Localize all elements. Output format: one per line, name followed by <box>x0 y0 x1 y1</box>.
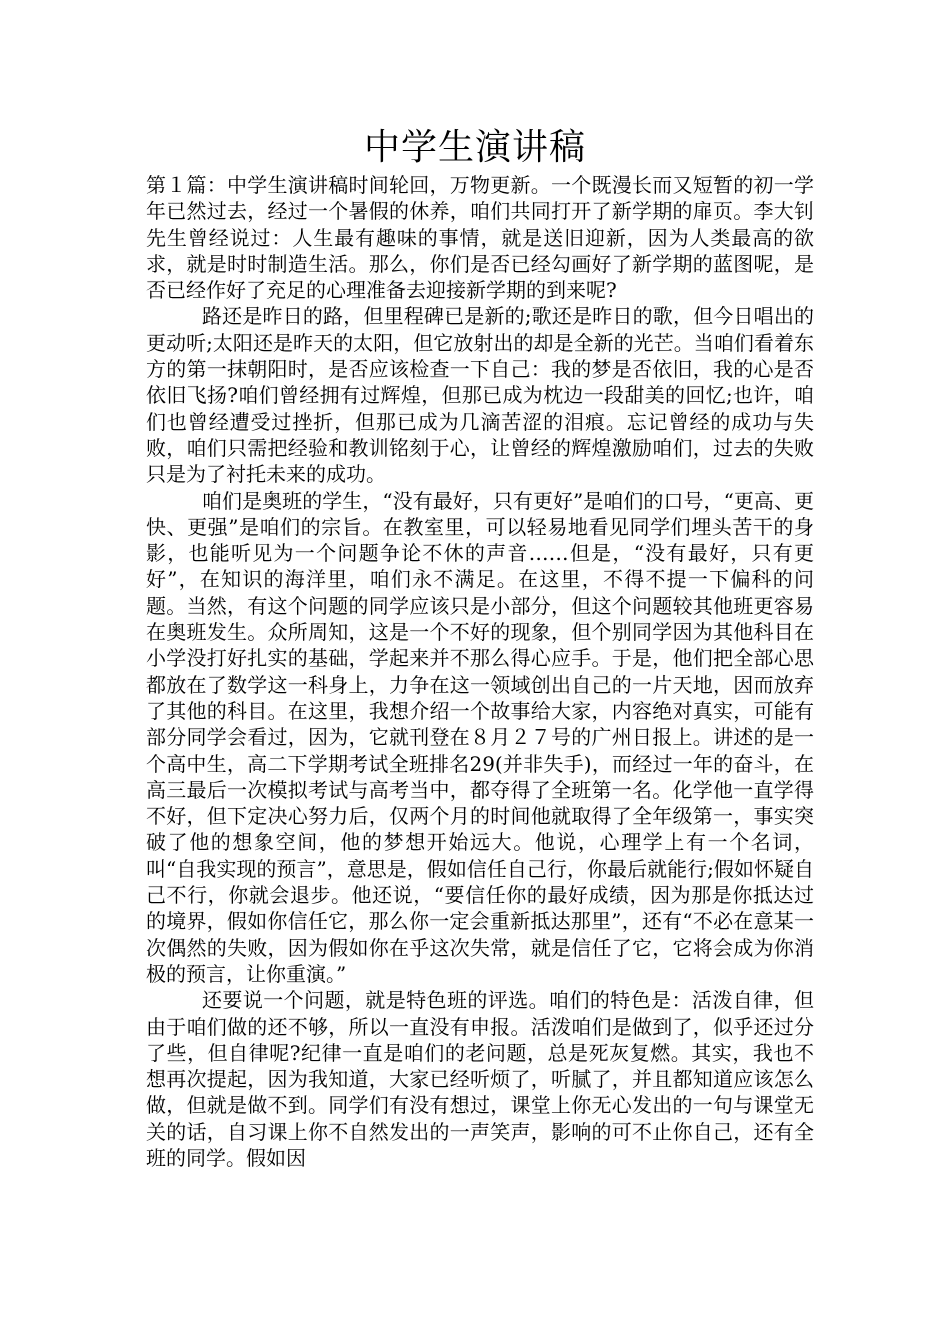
paragraph-2: 路还是昨日的路，但里程碑已是新的;歌还是昨日的歌，但今日唱出的更动听;太阳还是昨天的太阳，但它放射出的却是全新的光芒。当咱们看着东方的第一抹朝阳时，是否应该检查一下自己：我的梦是否依旧，我的心是否依旧飞扬?咱们曾经拥有过辉煌，但那已成为枕边一段甜美的回忆;也许，咱们也曾经遭受过挫折，但那已成为几滴苦涩的泪痕。忘记曾经的成功与失败，咱们只需把经验和教训铭刻于心，让曾经的辉煌激励咱们，过去的失败只是为了衬托未来的成功。 <box>146 304 814 487</box>
document-title: 中学生演讲稿 <box>363 127 586 168</box>
paragraph-4: 还要说一个问题，就是特色班的评选。咱们的特色是：活泼自律，但由于咱们做的还不够，所以一直没有申报。活泼咱们是做到了，似乎还过分了些，但自律呢?纪律一直是咱们的老问题，总是死灰复燃。其实，我也不想再次提起，因为我知道，大家已经听烦了，听腻了，并且都知道应该怎么做，但就是做不到。同学们有没有想过，课堂上你无心发出的一句与课堂无关的话，自习课上你不自然发出的一声笑声，影响的可不止你自己，还有全班的同学。假如因 <box>146 988 814 1170</box>
document-body <box>146 172 814 1171</box>
paragraph-3: 咱们是奥班的学生，“没有最好，只有更好”是咱们的口号，“更高、更快、更强”是咱们的宗旨。在教室里，可以轻易地看见同学们埋头苦干的身影，也能听见为一个问题争论不休的声音……但是，“没有最好，只有更好”，在知识的海洋里，咱们永不满足。在这里，不得不提一下偏科的问题。当然，有这个问题的同学应该只是小部分，但这个问题较其他班更容易在奥班发生。众所周知，这是一个不好的现象，但个别同学因为其他科目在小学没打好扎实的基础，学起来并不那么得心应手。于是，他们把全部心思都放在了数学这一科身上，力争在这一领域创出自己的一片天地，因而放弃了其他的科目。在这里，我想介绍一个故事给大家，内容绝对真实，可能有部分同学会看过，因为，它就刊登在８月２７号的广州日报上。讲述的是一个高中生，高二下学期考试全班排名29(并非失手)，而经过一年的奋斗，在高三最后一次模拟考试与高考当中，都夺得了全班第一名。化学他一直学得不好，但下定决心努力后，仅两个月的时间他就取得了全年级第一，事实突破了他的想象空间，他的梦想开始远大。他说，心理学上有一个名词，叫“自我实现的预言”，意思是，假如信任自己行，你最后就能行;假如怀疑自己不行，你就会退步。他还说，“要信任你的最好成绩，因为那是你抵达过的境界，假如你信任它，那么你一定会重新抵达那里”，还有“不必在意某一次偶然的失败，因为假如你在乎这次失常，就是信任了它，它将会成为你消极的预言，让你重演。” <box>146 488 814 986</box>
paragraph-1: 第１篇：中学生演讲稿时间轮回，万物更新。一个既漫长而又短暂的初一学年已然过去，经过一个暑假的休养，咱们共同打开了新学期的扉页。李大钊先生曾经说过：人生最有趣味的事情，就是送旧迎新，因为人类最高的欲求，就是时时制造生活。那么，你们是否已经勾画好了新学期的蓝图呢，是否已经作好了充足的心理准备去迎接新学期的到来呢? <box>146 173 814 303</box>
